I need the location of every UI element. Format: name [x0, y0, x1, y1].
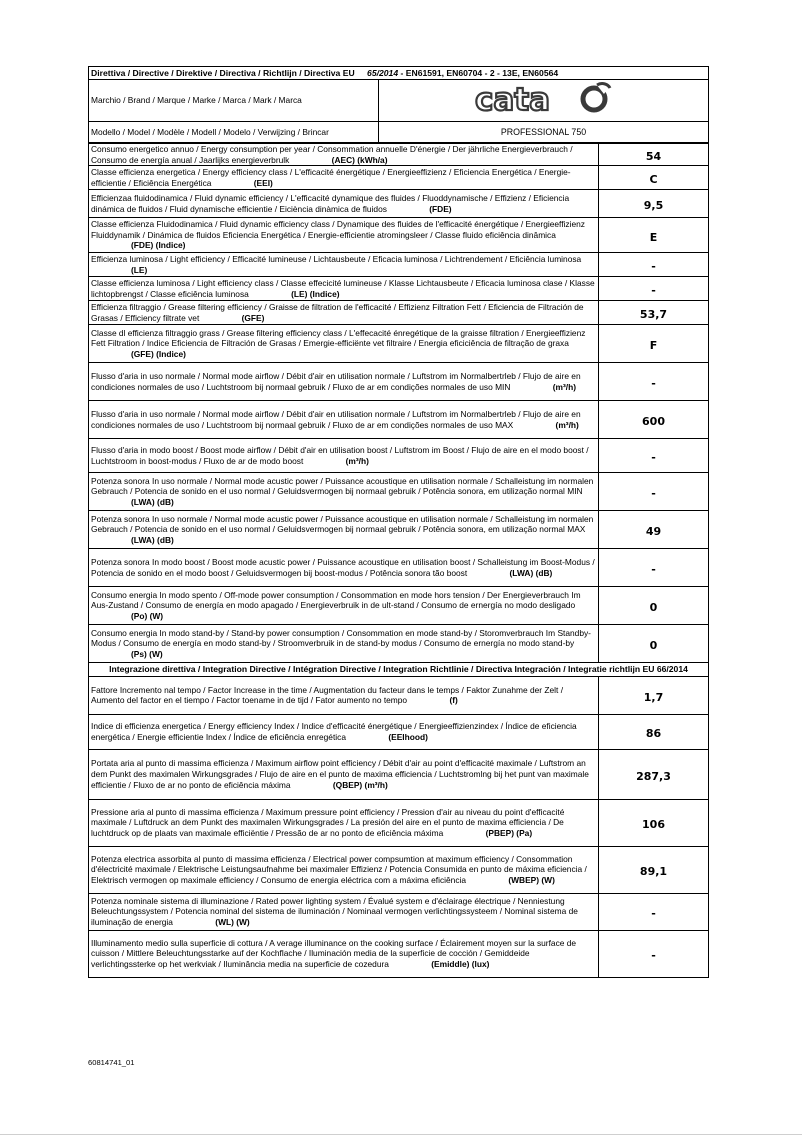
- parameter-description: [89, 166, 599, 190]
- parameter-description: [89, 473, 599, 511]
- brand-name: cata: [474, 82, 550, 116]
- parameter-text: Classe efficienza Fluidodinamica / Fluid dynamic efficiency class / Dynamique des fluides de l'efficacité énergétique / Energieeffizienz Fluiddynamik / Dinámica de fluidos Eficiencia Energética / Energie-efficientie atromingsleer / Classe fluido eficiência dinâmica: [91, 219, 585, 240]
- parameter-description: [89, 511, 599, 549]
- parameter-row: [89, 549, 709, 587]
- parameter-description: [89, 676, 599, 714]
- parameter-description: [89, 363, 599, 401]
- model-value: PROFESSIONAL 750: [500, 127, 587, 137]
- parameter-text: Consumo energia In modo stand-by / Stand-by power consumption / Consommation en mode stand-by / Storomverbrauch Im Standby-Modus / Consumo de energía en modo stand-by / Stroomverbruik in de stand-by modus / Consumo de ernergía no modo stand-by: [91, 627, 591, 649]
- parameter-row: [89, 587, 709, 625]
- parameter-unit: (Po) (W): [131, 610, 164, 621]
- parameter-value: 9,5: [599, 190, 709, 218]
- parameter-unit: (f): [449, 695, 458, 706]
- model-row: [89, 122, 709, 143]
- parameter-description: [89, 749, 599, 799]
- parameter-row: [89, 511, 709, 549]
- directive-label: Direttiva / Directive / Direktive / Directiva / Richtlijn / Directiva EU: [91, 68, 355, 78]
- parameter-description: [89, 587, 599, 625]
- parameter-value: 0: [599, 625, 709, 663]
- parameter-unit: (Ps) (W): [131, 648, 163, 659]
- parameter-unit: (m³/h): [555, 419, 579, 430]
- parameter-row: [89, 144, 709, 166]
- parameter-value: -: [599, 473, 709, 511]
- parameter-row: [89, 277, 709, 301]
- parameter-row: [89, 846, 709, 893]
- parameter-row: [89, 190, 709, 218]
- parameter-text: Efficienza filtraggio / Grease filtering efficiency / Graisse de filtration de l'efficacité / Effizienz Filtration Fett / Eficiencia de Filtración de Grasas / Efficiency filtrate vet: [91, 302, 584, 323]
- parameter-text: Flusso d'aria in modo boost / Boost mode airflow / Débit d'air en utilisation boost / Luftstrom im Boost / Flujo de aire en el modo boost / Luchtstroom in boost-modus / Fluxo de ar de modo boost: [91, 445, 589, 466]
- spec-table: [88, 66, 709, 143]
- parameter-description: [89, 893, 599, 930]
- cata-logo: [474, 80, 614, 116]
- parameter-unit: (WBEP) (W): [508, 875, 555, 886]
- parameter-text: Classe efficienza luminosa / Light efficiency class / Classe effecicité lumineuse / Klasse Lichtausbeute / Eficacia luminosa clase / Klasse lichtopbrengst / Classe eficiência luminosa: [91, 278, 595, 299]
- brand-label: Marchio / Brand / Marque / Marke / Marca / Mark / Marca: [91, 95, 302, 106]
- parameter-value: -: [599, 930, 709, 977]
- parameter-description: [89, 190, 599, 218]
- parameter-text: Efficienzaa fluidodinamica / Fluid dynamic efficiency / L'efficacité dynamique des fluides / Fluoddynamische / Effizienz / Eficiencia dinámica de fluidos / Fluid dynamische efficientie / Eiciència dinàmica de fluidos: [91, 193, 570, 214]
- parameter-unit: (EEIhood): [388, 731, 428, 742]
- parameter-text: Fattore Incremento nal tempo / Factor Increase in the time / Augmentation du facteur dans le temps / Faktor Zunahme der Zelt / Aumento del factor en el tiempo / Factor toename in de tijd / Fator aumento no tempo: [91, 684, 564, 706]
- parameter-row: [89, 676, 709, 714]
- parameter-description: [89, 301, 599, 325]
- parameter-value: 86: [599, 714, 709, 749]
- brand-row: [89, 80, 709, 122]
- parameter-value: F: [599, 325, 709, 363]
- page-edge-line: [0, 1134, 802, 1135]
- parameter-description: [89, 144, 599, 166]
- parameter-unit: (AEC) (kWh/a): [331, 154, 388, 165]
- parameter-text: Consumo energetico annuo / Energy consumption per year / Consommation annuelle D'énergie / Der jährliche Energieverbrauch / Consumo de energía anual / Jaarlijks energieverbrulk: [91, 144, 573, 165]
- parameter-row: [89, 166, 709, 190]
- parameter-row: [89, 439, 709, 473]
- parameter-value: 600: [599, 401, 709, 439]
- parameter-description: [89, 439, 599, 473]
- parameter-description: [89, 253, 599, 277]
- parameter-row: [89, 799, 709, 846]
- parameter-text: Classe efficienza energetica / Energy efficiency class / L'efficacité énergétique / Energieeffizienz / Eficiencia Energética / Energie-efficientie / Eficiência Energética: [91, 167, 571, 188]
- parameter-unit: (m³/h): [345, 455, 369, 466]
- parameter-unit: (EEI): [253, 177, 273, 188]
- parameter-description: [89, 799, 599, 846]
- parameter-row: [89, 301, 709, 325]
- parameter-unit: (QBEP) (m³/h): [332, 779, 388, 790]
- parameter-value: 106: [599, 799, 709, 846]
- standards-list: - EN61591, EN60704 - 2 - 13E, EN60564: [400, 68, 559, 78]
- parameter-value: 0: [599, 587, 709, 625]
- parameter-description: [89, 325, 599, 363]
- parameter-unit: (LWA) (dB): [131, 496, 174, 507]
- parameter-description: [89, 930, 599, 977]
- parameter-text: Efficienza luminosa / Light efficiency / Efficacité lumineuse / Lichtausbeute / Eficacia luminosa / Lichtrendement / Eficiência luminosa: [91, 254, 582, 265]
- parameter-row: [89, 749, 709, 799]
- parameter-value: -: [599, 439, 709, 473]
- parameter-row: [89, 218, 709, 253]
- parameter-value: 89,1: [599, 846, 709, 893]
- parameter-unit: (GFE): [241, 312, 265, 323]
- parameter-row: [89, 930, 709, 977]
- parameter-value: 54: [599, 144, 709, 166]
- parameter-value: -: [599, 253, 709, 277]
- parameter-value: 53,7: [599, 301, 709, 325]
- parameter-description: [89, 625, 599, 663]
- parameter-unit: (FDE): [429, 203, 452, 214]
- model-label: Modello / Model / Modèle / Modell / Modelo / Verwijzing / Brincar: [91, 126, 329, 137]
- parameter-text: Classe dl efficienza filtraggio grass / Grease filtering efficiency class / L'effecacité énregétique de la graisse filtration / Energieeffizienz Fett Filtration / Indice Eficiencia de Filtración de Grasas / Emergie-efficiënte vet filtraire / Energia eficiciência de filtração de graxa: [91, 327, 586, 349]
- parameter-table: [88, 143, 709, 978]
- parameter-unit: (GFE) (Indice): [131, 348, 186, 359]
- parameter-row: [89, 714, 709, 749]
- label-sheet: [88, 66, 708, 978]
- parameter-value: -: [599, 549, 709, 587]
- parameter-row: [89, 401, 709, 439]
- parameter-text: Pressione aria al punto di massima efficienza / Maximum pressure point efficiency / Pression d'air au niveau du point d'efficacité maximale / Luftdruck an dem Punkt des maximalen Wirkungsgrades / La presión del aire en el punto de maxima efficiencia / De luchtdruck op de plaats van maximale efficiëntie / Pressão de ar no ponto de eficiência máxima: [91, 806, 565, 839]
- parameter-value: 49: [599, 511, 709, 549]
- directive-row: [89, 67, 709, 80]
- parameter-description: [89, 714, 599, 749]
- parameter-row: [89, 363, 709, 401]
- parameter-value: C: [599, 166, 709, 190]
- parameter-text: Potenza sonora In uso normale / Normal mode acustic power / Puissance acoustique en utilisation normale / Schalleistung im normalen Gebrauch / Potencia de sonido en el uso normal / Geluidsvermogen bij normaal gebruik / Potência sonora, em utilização normal MIN: [91, 475, 594, 497]
- parameter-row: [89, 893, 709, 930]
- parameter-text: Potenza nominale sistema di illuminazione / Rated power lighting system / Évalué system e d'éclairage électrique / Nenniestung Beleuchtungssystem / Potencia nominal del sistema de iluminación / Nominaal vermogen verlichtingssysteem / Nominal sistema de iluminação de energia: [91, 895, 578, 928]
- parameter-unit: (PBEP) (Pa): [485, 828, 533, 839]
- parameter-text: Potenza sonora In modo boost / Boost mode acustic power / Puissance acoustique en utilisation boost / Schalleistung im Boost-Modus / Potencia de sonido en el modo boost / Geluidsvermogen bij boost-modus / Potência sonora tão boost: [91, 557, 595, 578]
- parameter-unit: (LE) (Indice): [291, 288, 340, 299]
- parameter-unit: (WL) (W): [215, 917, 250, 928]
- parameter-value: -: [599, 893, 709, 930]
- parameter-unit: (LWA) (dB): [131, 534, 174, 545]
- parameter-description: [89, 846, 599, 893]
- parameter-value: 1,7: [599, 676, 709, 714]
- parameter-text: Indice di efficienza energetica / Energy efficiency Index / Indice d'efficacité énergétique / Energieeffizienzindex / Índice de eficiencia energética / Energie efficientie Index / Índice de eficiência enregética: [91, 721, 577, 742]
- parameter-row: [89, 253, 709, 277]
- parameter-text: Potenza sonora In uso normale / Normal mode acustic power / Puissance acoustique en utilisation normale / Schalleistung im normalen Gebrauch / Potencia de sonido en el uso normal / Geluidsvermogen bij normaal gebruik / Potência sonora, em utilização normal MAX: [91, 513, 594, 535]
- parameter-unit: (Emiddle) (lux): [431, 959, 490, 970]
- parameter-description: [89, 218, 599, 253]
- parameter-text: Consumo energia In modo spento / Off-mode power consumption / Consommation en mode hors tension / Der Energieverbrauch Im Aus-Zustand / Consumo de energía en modo apagado / Energieverbruik in de ult-stand / Consumo de ernergía no modo desligado: [91, 589, 581, 611]
- parameter-unit: (m³/h): [552, 381, 577, 392]
- parameter-row: [89, 473, 709, 511]
- document-code: 60814741_01: [88, 1058, 135, 1067]
- parameter-row: [89, 625, 709, 663]
- parameter-value: E: [599, 218, 709, 253]
- parameter-row: [89, 325, 709, 363]
- parameter-text: Portata aria al punto di massima efficienza / Maximum airflow point efficiency / Débit d'air au point d'efficacité maximale / Luftstrom an dem Punkt des maximalen Wirkungsgrades / Flujo de aire en el punto de maxima efficiencia / Luchtstromlng bij het punt van maximale efficientie / Fluxo de ar no ponto de eficiência máxima: [91, 758, 589, 790]
- parameter-text: Flusso d'aria in uso normale / Normal mode airflow / Débit d'air en utilisation normale / Luftstrom im Normalbertrleb / Flujo de aire en condiciones normales de uso / Luchtstroom bij normaal gebruik / Fluxo de ar em condições normales de uso MIN: [91, 371, 581, 392]
- parameter-value: 287,3: [599, 749, 709, 799]
- integration-row: [89, 663, 709, 677]
- parameter-text: Potenza electrica assorbita al punto di massima efficienza / Electrical power compsumtion at maximum efficiency / Consommation d'électricité maximale / Elektrische Leistungsaufnahme bei maximaler Effizienz / Potencia Consumida en punto de máxima eficiencia / Elektrisch vermogen op maximale efficiency / Consumo de energia eléctrica com a máxima eficiência: [91, 853, 587, 886]
- parameter-value: -: [599, 277, 709, 301]
- parameter-unit: (FDE) (Indice): [131, 240, 186, 251]
- directive-ref: 65/2014: [367, 68, 399, 78]
- parameter-unit: (LE): [131, 264, 148, 275]
- parameter-description: [89, 549, 599, 587]
- integration-title: Integrazione direttiva / Integration Directive / Intégration Directive / Integration Richtlinie / Directiva Integración / Integratie richtlijn EU 66/2014: [109, 664, 688, 675]
- parameter-value: -: [599, 363, 709, 401]
- parameter-text: Illuminamento medio sulla superficie di cottura / A verage illuminance on the cooking surface / Éclairement moyen sur la surface de cuisson / Mittlere Beleuchtungsstarke auf der Kochflache / Iluminación media de la superficie de cocción / Gemiddeide verlichtingssterke op het werkviak / Iluminância media na superficie de cozedura: [91, 937, 577, 970]
- parameter-unit: (LWA) (dB): [509, 567, 553, 578]
- parameter-description: [89, 277, 599, 301]
- parameter-text: Flusso d'aria in uso normale / Normal mode airflow / Débit d'air en utilisation normale / Luftstrom im Normalbertrleb / Flujo de aire en condiciones normales de uso / Luchtstroom bij normaal gebruik / Fluxo de ar em condições normales de uso MAX: [91, 409, 581, 430]
- parameter-description: [89, 401, 599, 439]
